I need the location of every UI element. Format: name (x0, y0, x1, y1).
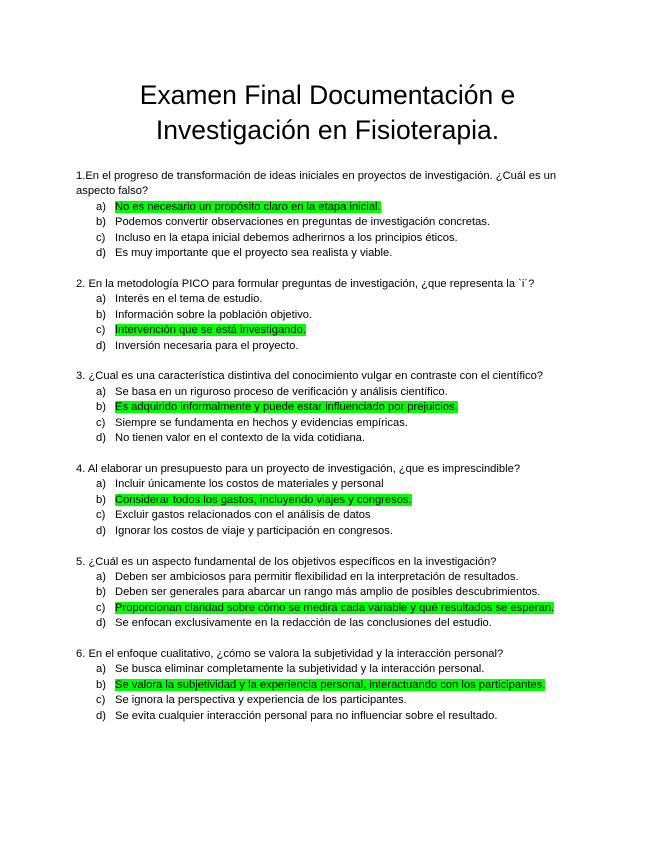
answer-options (76, 570, 581, 632)
title-line-1: Examen Final Documentación e (139, 80, 516, 110)
page-title (40, 78, 615, 148)
question-text: 3. ¿Cual es una característica distintiva del conocimiento vulgar en contraste con el científico? (76, 370, 544, 383)
option-text: Incluir únicamente los costos de materiales y personal (115, 478, 384, 491)
answer-option (76, 400, 581, 415)
option-letter: c) (96, 694, 106, 707)
option-letter: a) (96, 478, 106, 491)
answer-option (76, 585, 581, 600)
answer-option (76, 601, 581, 616)
answer-option (76, 570, 581, 585)
option-text: Inversión necesaria para el proyecto. (115, 339, 299, 352)
option-letter: d) (96, 432, 106, 445)
option-text: Información sobre la población objetivo. (115, 308, 313, 321)
option-letter: c) (96, 416, 106, 429)
question-text: 6. En el enfoque cualitativo, ¿cómo se valora la subjetividad y la interacción personal? (76, 648, 504, 661)
option-text: Se evita cualquier interacción personal para no influenciar sobre el resultado. (115, 709, 498, 722)
answer-option (76, 200, 581, 215)
answer-option (76, 215, 581, 230)
option-letter: c) (96, 509, 106, 522)
option-text: Se ignora la perspectiva y experiencia de los participantes. (115, 694, 407, 707)
correct-answer-highlight: Proporcionan claridad sobre cómo se medirá cada variable y qué resultados se esperan. (115, 601, 555, 614)
correct-answer-highlight: Considerar todos los gastos, incluyendo viajes y congresos. (115, 493, 412, 506)
question-3 (76, 369, 581, 446)
option-letter: b) (96, 586, 106, 599)
option-letter: b) (96, 401, 106, 414)
question-text: 1.En el progreso de transformación de ideas iniciales en proyectos de investigación. ¿Cuál es un aspecto falso? (76, 170, 557, 198)
correct-answer-highlight: Intervención que se está investigando. (115, 324, 306, 337)
option-letter: a) (96, 385, 106, 398)
answer-option (76, 431, 581, 446)
option-letter: d) (96, 339, 106, 352)
answer-options (76, 292, 581, 354)
answer-options (76, 200, 581, 262)
option-letter: c) (96, 231, 106, 244)
correct-answer-highlight: Es adquirido informalmente y puede estar influenciado por prejuicios. (115, 401, 458, 414)
option-text: Podemos convertir observaciones en preguntas de investigación concretas. (115, 216, 490, 229)
answer-option (76, 292, 581, 307)
question-6 (76, 647, 581, 724)
option-letter: b) (96, 308, 106, 321)
question-list (76, 169, 581, 740)
answer-option (76, 231, 581, 246)
option-letter: d) (96, 247, 106, 260)
answer-option (76, 477, 581, 492)
answer-option (76, 385, 581, 400)
answer-option (76, 709, 581, 724)
question-1 (76, 169, 581, 261)
question-5 (76, 555, 581, 632)
option-letter: a) (96, 570, 106, 583)
answer-option (76, 678, 581, 693)
option-text: Siempre se fundamenta en hechos y evidencias empíricas. (115, 416, 408, 429)
answer-option (76, 308, 581, 323)
option-letter: b) (96, 678, 106, 691)
answer-option (76, 662, 581, 677)
option-letter: c) (96, 324, 106, 337)
question-text: 4. Al elaborar un presupuesto para un proyecto de investigación, ¿que es imprescindible? (76, 463, 521, 475)
correct-answer-highlight: No es necesario un propósito claro en la etapa inicial. (115, 200, 381, 213)
answer-options (76, 477, 581, 539)
correct-answer-highlight: Se valora la subjetividad y la experiencia personal, interactuando con los participantes. (115, 678, 546, 691)
option-text: Se enfocan exclusivamente en la redacción de las conclusiones del estudio. (115, 617, 492, 630)
option-text: No tienen valor en el contexto de la vida cotidiana. (115, 432, 366, 445)
question-4 (76, 462, 581, 539)
option-text: Excluir gastos relacionados con el análisis de datos (115, 509, 371, 522)
answer-option (76, 508, 581, 523)
answer-option (76, 339, 581, 354)
option-text: Incluso en la etapa inicial debemos adherirnos a los principios éticos. (115, 231, 458, 244)
option-letter: b) (96, 216, 106, 229)
answer-option (76, 524, 581, 539)
option-text: Se busca eliminar completamente la subjetividad y la interacción personal. (115, 663, 485, 676)
option-text: Deben ser ambiciosos para permitir flexibilidad en la interpretación de resultados. (115, 570, 519, 583)
answer-options (76, 662, 581, 724)
option-letter: c) (96, 601, 106, 614)
option-letter: b) (96, 493, 106, 506)
option-letter: d) (96, 617, 106, 630)
question-text: 2. En la metodología PICO para formular preguntas de investigación, ¿que representa la `i´? (76, 277, 535, 290)
answer-options (76, 385, 581, 447)
option-letter: a) (96, 663, 106, 676)
option-text: Deben ser generales para abarcar un rango más amplio de posibles descubrimientos. (115, 586, 541, 599)
option-text: Ignorar los costos de viaje y participación en congresos. (115, 524, 393, 537)
option-letter: a) (96, 293, 106, 306)
answer-option (76, 693, 581, 708)
option-text: Es muy importante que el proyecto sea realista y viable. (115, 247, 393, 260)
title-line-2: Investigación en Fisioterapia. (155, 115, 500, 145)
answer-option (76, 493, 581, 508)
option-text: Se basa en un riguroso proceso de verificación y análisis científico. (115, 385, 448, 398)
answer-option (76, 416, 581, 431)
answer-option (76, 616, 581, 631)
option-letter: d) (96, 524, 106, 537)
question-2 (76, 277, 581, 354)
answer-option (76, 323, 581, 338)
option-letter: a) (96, 200, 106, 213)
answer-option (76, 246, 581, 261)
option-text: Interés en el tema de estudio. (115, 293, 263, 306)
option-letter: d) (96, 709, 106, 722)
question-text: 5. ¿Cuál es un aspecto fundamental de los objetivos específicos en la investigación? (76, 555, 497, 568)
